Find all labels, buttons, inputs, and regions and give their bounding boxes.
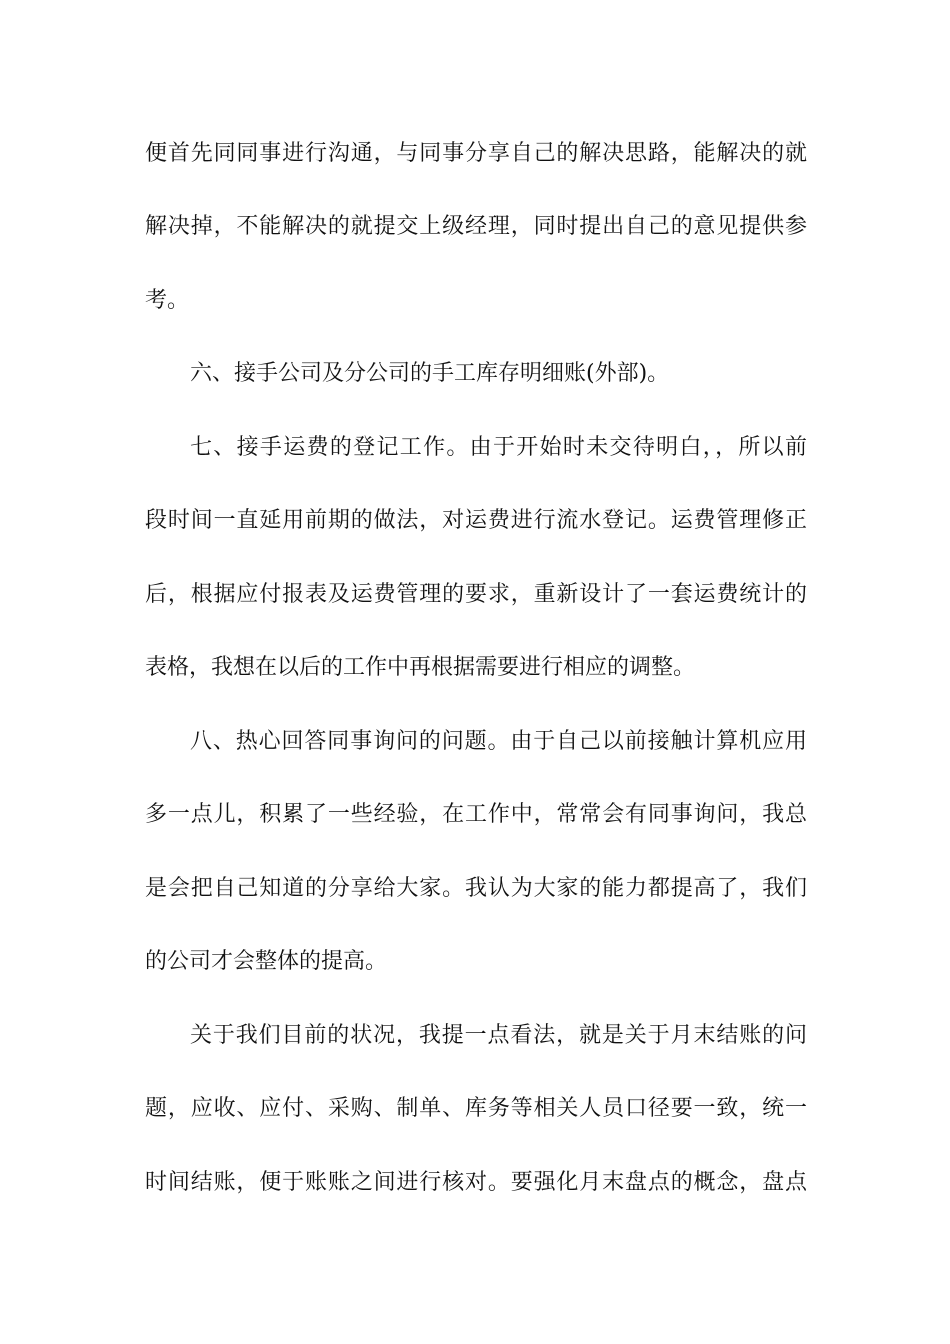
text-line: 的公司才会整体的提高。: [145, 949, 388, 974]
text-line: 表格，我想在以后的工作中再根据需要进行相应的调整。: [145, 655, 696, 680]
text-line: 后，根据应付报表及运费管理的要求，重新设计了一套运费统计的: [145, 582, 807, 607]
text-line: 多一点儿，积累了一些经验，在工作中，常常会有同事询问，我总: [145, 802, 807, 827]
text-line: 题，应收、应付、采购、制单、库务等相关人员口径要一致，统一: [145, 1096, 807, 1121]
text-line: 解决掉，不能解决的就提交上级经理，同时提出自己的意见提供参: [145, 214, 807, 239]
text-line: 便首先同同事进行沟通，与同事分享自己的解决思路，能解决的就: [145, 141, 807, 166]
paragraph-heading: 七、接手运费的登记工作。由于开始时未交待明白，，所以前: [190, 435, 807, 460]
text-line: 是会把自己知道的分享给大家。我认为大家的能力都提高了，我们: [145, 876, 807, 901]
text-line: 考。: [145, 288, 190, 313]
paragraph-heading: 六、接手公司及分公司的手工库存明细账(外部)。: [190, 361, 670, 386]
paragraph-heading: 八、热心回答同事询问的问题。由于自己以前接触计算机应用: [190, 729, 807, 754]
paragraph-start: 关于我们目前的状况，我提一点看法，就是关于月末结账的问: [190, 1023, 807, 1048]
text-line: 时间结账，便于账账之间进行核对。要强化月末盘点的概念，盘点: [145, 1170, 807, 1195]
text-line: 段时间一直延用前期的做法，对运费进行流水登记。运费管理修正: [145, 508, 807, 533]
